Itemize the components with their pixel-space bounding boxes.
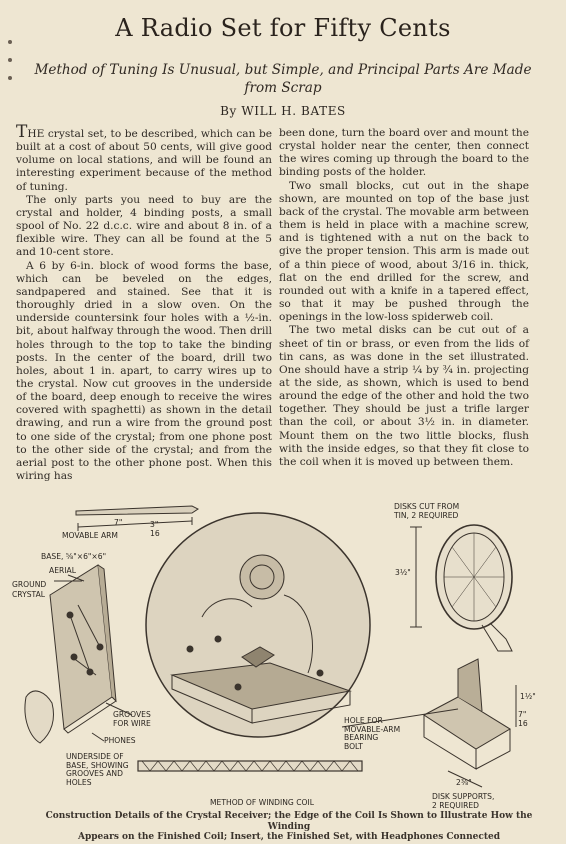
label-crystal: CRYSTAL xyxy=(12,590,46,599)
label-aerial: AERIAL xyxy=(49,566,76,575)
construction-figure xyxy=(12,497,554,817)
label-dim-3half: 3½" xyxy=(395,568,411,577)
label-ground: GROUND xyxy=(12,580,47,589)
label-hole: HOLE FOR MOVABLE-ARM BEARING BOLT xyxy=(344,716,401,751)
label-phones: PHONES xyxy=(104,736,136,745)
label-method-winding: METHOD OF WINDING COIL xyxy=(210,798,314,807)
text-column-right xyxy=(279,127,529,469)
paragraph-text: crystal set, to be described, which can be built at a cost of about 50 cents, will give good volume on local stations, and will be found an interesting experiment because of the method of tuning. xyxy=(16,128,272,193)
paragraph: Two small blocks, cut out in the shape shown, are mounted on top of the base just back of the crystal. The movable arm between them is held in place with a machine screw, and is tightened with a nut on the back to give the proper tension. This arm is made out of a thin piece of wood, about 3/16 in. thick, flat on the end drilled for the screw, and rounded out with a knife in a tapered effect, so that it may be pushed through the openings in the low-loss spiderweb coil. xyxy=(279,179,529,324)
article-byline: By WILL H. BATES xyxy=(220,104,346,118)
label-dim-7in: 7" xyxy=(114,518,123,527)
label-underside: UNDERSIDE OF BASE, SHOWING GROOVES AND HOLES xyxy=(66,752,129,787)
binding-hole xyxy=(8,58,12,62)
drop-cap-rest: HE xyxy=(27,128,45,140)
label-grooves: GROOVES FOR WIRE xyxy=(113,710,151,728)
paragraph: The two metal disks can be cut out of a sheet of tin or brass, or even from the lids of tin cans, as was done in the set illustrated. One should have a strip ¼ by ¾ in. projecting at the side, as shown, which is used to bend around the edge of the other and hold the two together. They should be just a trifle larger than the coil, or about 3½ in. in diameter. Mount them on the two little blocks, flush with the inside edges, so that they fit close to the coil when it is moved up between them. xyxy=(279,324,529,468)
movable-arm-drawing xyxy=(76,506,198,515)
binding-hole xyxy=(8,76,12,80)
label-dim-2-8: 2⅜" xyxy=(456,778,472,787)
drop-cap: T xyxy=(16,122,28,142)
figure-caption xyxy=(34,811,544,843)
label-movable-arm: MOVABLE ARM xyxy=(62,531,118,540)
text-column-left xyxy=(16,122,272,483)
label-disks: DISKS CUT FROM TIN, 2 REQUIRED xyxy=(394,502,460,520)
label-dim-1half: 1½" xyxy=(520,692,536,701)
paragraph: A 6 by 6-in. block of wood forms the base, which can be beveled on the edges, sandpapered and stained. See that it is thoroughly dried in a slow oven. On the underside countersink four holes with a ½-in. bit, about halfway through the wood. Then drill holes through to the top to take the binding posts. In the center of the board, drill two holes, about 1 in. apart, to carry wires up to the crystal. Now cut grooves in the underside of the board, deep enough to receive the wires covered with spaghetti) as shown in the detail drawing, and run a wire from the ground post to one side of the crystal; from one phone post to the other side of the crystal; and from the aerial post to the other phone post. When this wiring has xyxy=(16,259,272,483)
label-disk-supports: DISK SUPPORTS, 2 REQUIRED xyxy=(432,792,495,810)
label-base: BASE, ⅝"×6"×6" xyxy=(41,552,107,561)
disk-support-drawing xyxy=(424,697,510,749)
paragraph xyxy=(16,122,272,194)
paragraph: been done, turn the board over and mount the crystal holder near the center, then connect the wires coming up through the board to the binding posts of the holder. xyxy=(279,127,529,179)
article-title: A Radio Set for Fifty Cents xyxy=(115,14,451,42)
paragraph: The only parts you need to buy are the crystal and holder, 4 binding posts, a small spool of No. 22 d.c.c. wire and about 8 in. of a flexible wire. They can all be found at the 5 and 10-cent store. xyxy=(16,193,272,259)
article-subtitle: Method of Tuning Is Unusual, but Simple, and Principal Parts Are Made from Scrap xyxy=(34,62,532,96)
caption-bold: Construction Details of the Crystal Receiver; the Edge of the Coil Is Shown to Illustrate How the Winding xyxy=(45,811,533,832)
caption-rest: Appears on the Finished Coil; Insert, the Finished Set, with Headphones Connected xyxy=(77,832,501,842)
label-dim-3-16: 3" 16 xyxy=(150,520,160,538)
label-dim-7-16: 7" 16 xyxy=(518,710,528,728)
